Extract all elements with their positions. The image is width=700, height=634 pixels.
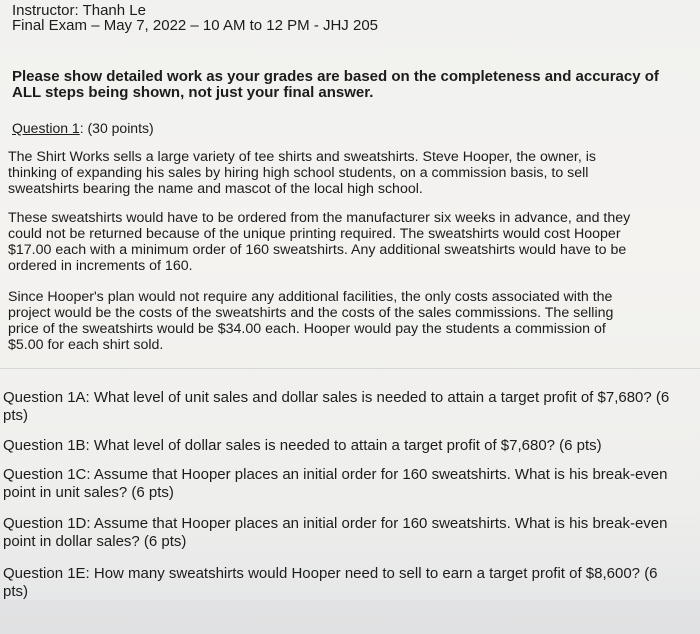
paragraph-3-line-4: $5.00 for each shirt sold. [8,337,164,353]
instructions-line-2: ALL steps being shown, not just your final answer. [12,84,374,101]
question-1e-line-2: pts) [3,583,29,600]
question-1a-line-2: pts) [3,407,29,424]
instructions-line-1: Please show detailed work as your grades are based on the completeness and accuracy of [12,68,659,85]
paragraph-1-line-2: thinking of expanding his sales by hiring high school students, on a commission basis, to sell [8,165,589,181]
paragraph-3-line-3: price of the sweatshirts would be $34.00 each. Hooper would pay the students a commission of [8,321,606,337]
paragraph-2-line-1: These sweatshirts would have to be ordered from the manufacturer six weeks in advance, and they [8,210,631,226]
question-1b-line-1: Question 1B: What level of dollar sales is needed to attain a target profit of $7,680? (6 pts) [3,437,602,454]
question-1e-line-1: Question 1E: How many sweatshirts would Hooper need to sell to earn a target profit of $8,600? (6 [3,565,658,582]
section-divider [0,368,700,369]
question-1-label: Question 1 [12,120,80,136]
question-1-heading [12,120,154,136]
question-1c-line-1: Question 1C: Assume that Hooper places an initial order for 160 sweatshirts. What is his break-even [3,466,668,483]
paragraph-3-line-1: Since Hooper's plan would not require any additional facilities, the only costs associated with the [8,289,613,305]
question-1c-line-2: point in unit sales? (6 pts) [3,484,174,501]
bottom-shadow [0,600,700,634]
question-1a-line-1: Question 1A: What level of unit sales and dollar sales is needed to attain a target profit of $7,680? (6 [3,389,670,406]
paragraph-1-line-1: The Shirt Works sells a large variety of tee shirts and sweatshirts. Steve Hooper, the owner, is [8,149,596,165]
paragraph-2-line-4: ordered in increments of 160. [8,258,193,274]
paragraph-3-line-2: project would be the costs of the sweatshirts and the costs of the sales commissions. The selling [8,305,614,321]
paragraph-1-line-3: sweatshirts bearing the name and mascot of the local high school. [8,181,423,197]
question-1d-line-1: Question 1D: Assume that Hooper places an initial order for 160 sweatshirts. What is his break-even [3,515,668,532]
paragraph-2-line-3: $17.00 each with a minimum order of 160 sweatshirts. Any additional sweatshirts would have to be [8,242,627,258]
exam-info-line: Final Exam – May 7, 2022 – 10 AM to 12 PM - JHJ 205 [12,17,379,34]
question-1d-line-2: point in dollar sales? (6 pts) [3,533,187,550]
paragraph-2-line-2: could not be returned because of the unique printing required. The sweatshirts would cost Hooper [8,226,621,242]
question-1-points: : (30 points) [79,120,154,136]
instructor-line: Instructor: Thanh Le [12,2,146,19]
